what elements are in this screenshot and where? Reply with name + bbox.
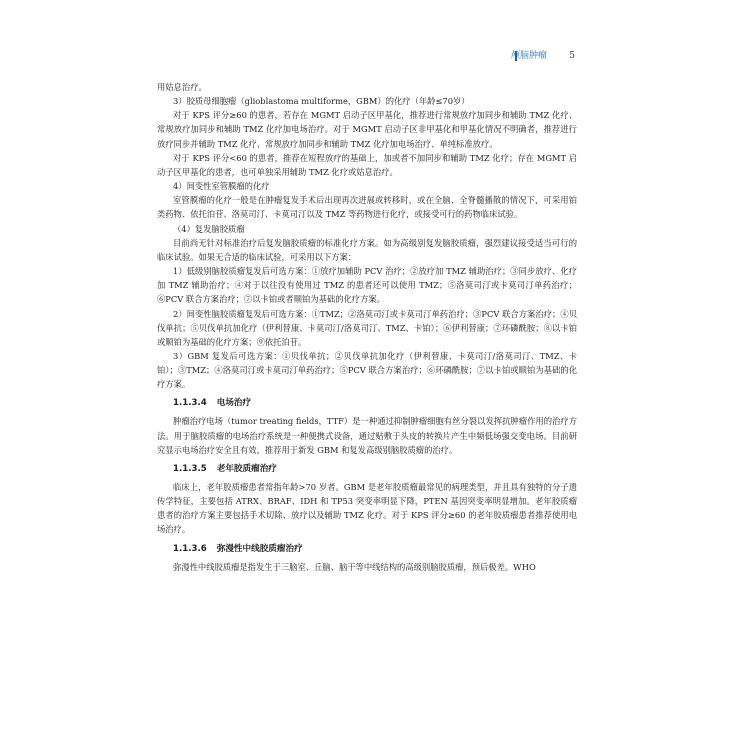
paragraph: 对于 KPS 评分<60 的患者，推荐在短程放疗的基础上，加或者不加同步和辅助 TMZ 化疗；存在 MGMT 启动子区甲基化的患者，也可单独采用辅助 TMZ 化疗或姑息治疗。	[157, 152, 577, 177]
section-title: 老年胶质瘤治疗	[216, 463, 277, 474]
list-paragraph: 1）低级别脑胶质瘤复发后可选方案：①放疗加辅助 PCV 治疗；②放疗加 TMZ 辅助治疗；③同步放疗、化疗加 TMZ 辅助治疗；④对于以往没有使用过 TMZ 的患者还可以使用 TMZ；⑤洛莫司汀或卡莫司汀单药治疗；⑥PCV 联合方案治疗；⑦以卡铂或者顺铂为基础的化疗方案。	[157, 266, 577, 305]
body-text	[157, 80, 577, 574]
list-paragraph: 2）间变性脑胶质瘤复发后可选方案：①TMZ；②洛莫司汀或卡莫司汀单药治疗；③PCV 联合方案治疗；④贝伐单抗；⑤贝伐单抗加化疗（伊利替康、卡莫司汀/洛莫司汀、TMZ、卡铂）；⑥伊利替康；⑦环磷酰胺；⑧以卡铂或顺铂为基础的化疗方案；⑨依托泊苷。	[157, 308, 577, 347]
section-number: 1.1.3.5	[173, 463, 207, 474]
paragraph: 室管膜瘤的化疗一般是在肿瘤复发手术后出现再次进展或转移时，或在全脑、全脊髓播散的情况下，可采用铂类药物、依托泊苷、洛莫司汀、卡莫司汀以及 TMZ 等药物进行化疗，或接受可行的药物临床试验。	[157, 195, 577, 220]
section-heading	[157, 396, 577, 410]
paragraph: 弥漫性中线胶质瘤是指发生于三脑室、丘脑、脑干等中线结构的高级别脑胶质瘤，预后极差。WHO	[173, 561, 536, 572]
paragraph: 用姑息治疗。	[157, 82, 207, 92]
page-number: 5	[569, 51, 575, 61]
paragraph: 对于 KPS 评分≥60 的患者，若存在 MGMT 启动子区甲基化，推荐进行常规放疗加同步和辅助 TMZ 化疗、常规放疗加同步和辅助 TMZ 化疗加电场治疗。对于 MGMT 启动子区非甲基化和甲基化情况不明确者，推荐进行放疗同步并辅助 TMZ 化疗、常规放疗加同步和辅助 TMZ 化疗加电场治疗、单纯标准放疗。	[157, 110, 577, 149]
section-number: 1.1.3.6	[173, 543, 207, 554]
section-title: 弥漫性中线胶质瘤治疗	[216, 543, 303, 554]
running-header	[155, 50, 575, 64]
section-heading	[157, 542, 577, 556]
subsection-title: 3）胶质母细胞瘤（glioblastoma multiforme，GBM）的化疗（年龄≤70岁）	[173, 96, 470, 107]
list-paragraph: 3）GBM 复发后可选方案：①贝伐单抗；②贝伐单抗加化疗（伊利替康、卡莫司汀/洛莫司汀、TMZ、卡铂）；③TMZ；④洛莫司汀或卡莫司汀单药治疗；⑤PCV 联合方案治疗；⑥环磷酰胺；⑦以卡铂或顺铂为基础的化疗方案。	[157, 350, 577, 390]
section-heading	[157, 462, 577, 476]
paragraph: 临床上，老年胶质瘤患者常指年龄>70 岁者。GBM 是老年胶质瘤最常见的病理类型，并且具有独特的分子遗传学特征，主要包括 ATRX、BRAF、IDH 和 TP53 突变率明显下降，PTEN 基因突变率明显增加。老年胶质瘤患者的治疗方案主要包括手术切除、放疗以及辅助 TMZ 化疗。对于 KPS 评分≥60 的老年胶质瘤患者推荐使用电场治疗。	[157, 481, 577, 535]
paragraph: 肿瘤治疗电场（tumor treating fields，TTF）是一种通过抑制肿瘤细胞有丝分裂以发挥抗肿瘤作用的治疗方法。用于脑胶质瘤的电场治疗系统是一种便携式设备，通过贴敷于头皮的转换片产生中频低场强交变电场。目前研究显示电场治疗安全且有效，推荐用于新发 GBM 和复发高级别脑胶质瘤的治疗。	[157, 416, 577, 455]
paragraph: 目前尚无针对标准治疗后复发脑胶质瘤的标准化疗方案。如为高级别复发脑胶质瘤，强烈建议接受适当可行的临床试验。如果无合适的临床试验，可采用以下方案：	[157, 237, 577, 262]
header-title: 颅脑肿瘤	[510, 51, 547, 61]
subsection-title: 4）间变性室管膜瘤的化疗	[173, 181, 270, 192]
section-number: 1.1.3.4	[173, 398, 207, 409]
section-title: 电场治疗	[216, 398, 252, 409]
subsection-title: （4）复发脑胶质瘤	[173, 223, 245, 234]
